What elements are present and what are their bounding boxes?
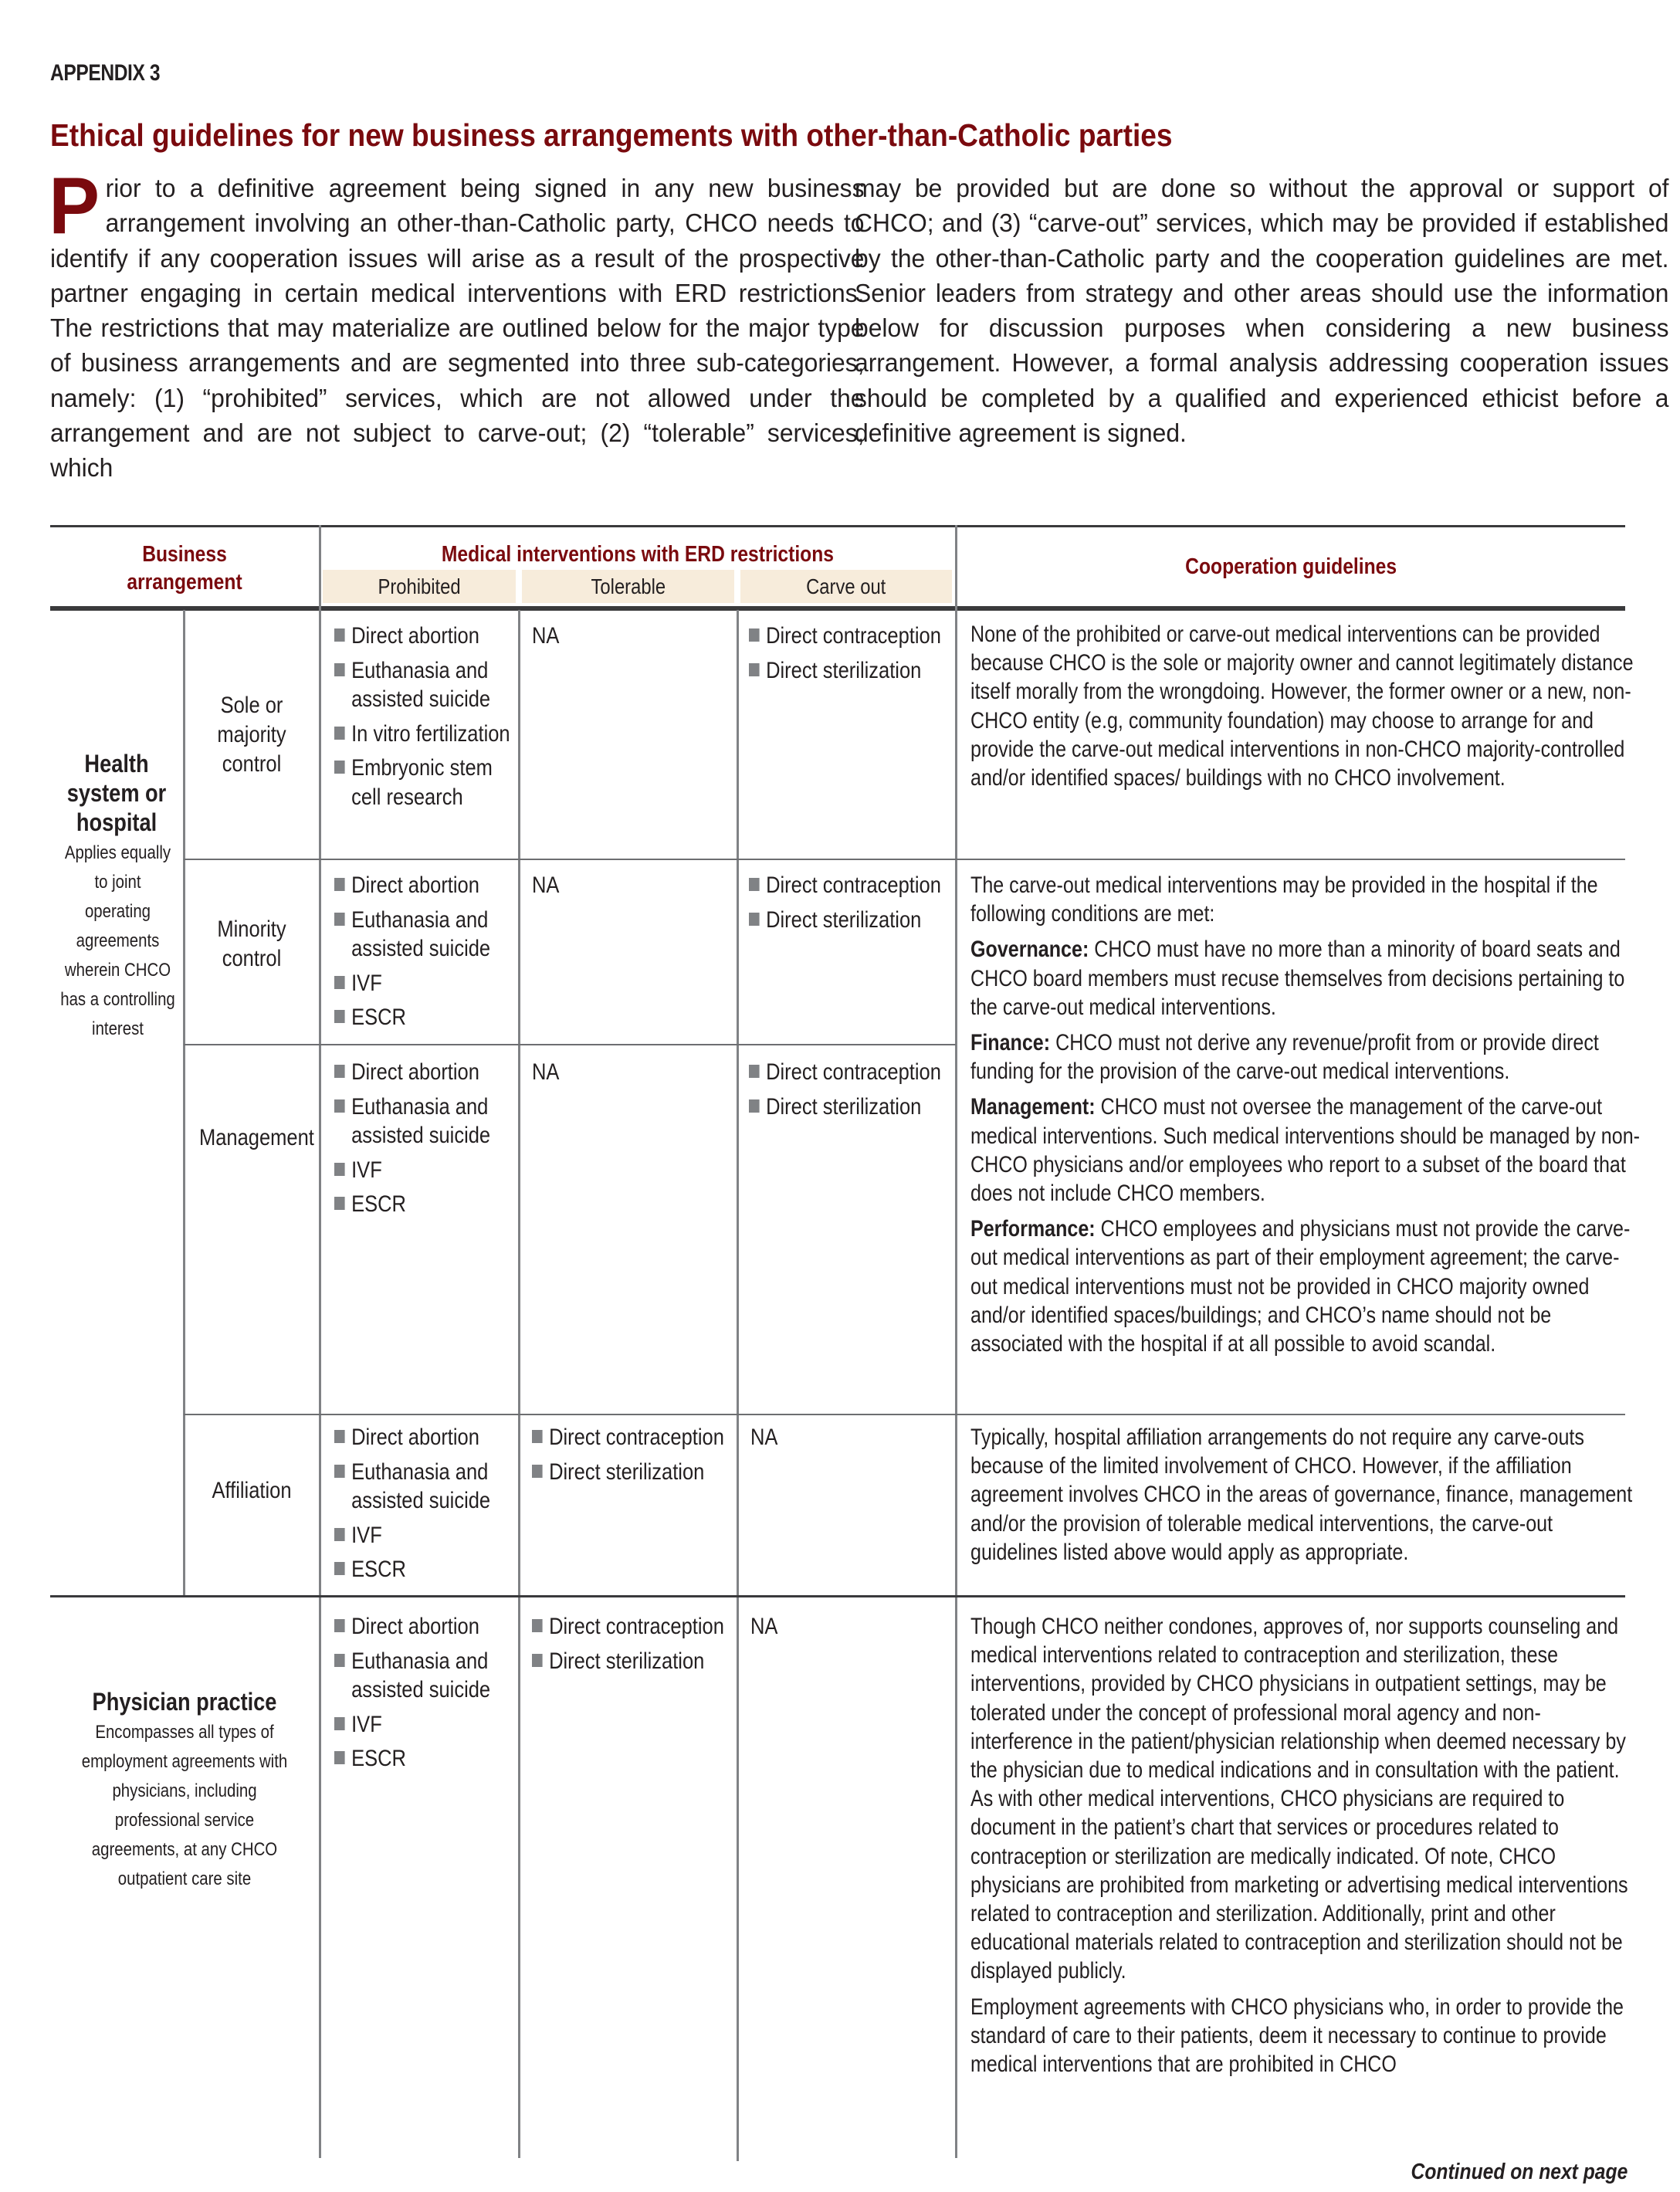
bullet-item: Direct contraception (749, 1058, 946, 1087)
carveout-cell-sole (749, 622, 953, 690)
condition-finance: Finance: CHCO must not derive any revenue/profit from or provide direct funding for the provision of the carve-out medical interventions. (970, 1030, 1599, 1085)
square-bullet-icon (532, 1465, 543, 1478)
square-bullet-icon (334, 913, 345, 926)
square-bullet-icon (334, 1163, 345, 1176)
bullet-item: In vitro fertilization (334, 720, 512, 749)
square-bullet-icon (334, 976, 345, 989)
square-bullet-icon (334, 1065, 345, 1078)
square-bullet-icon (334, 1619, 345, 1632)
tolerable-cell-minority: NA (532, 872, 560, 898)
prohibited-cell-physician (334, 1612, 516, 1779)
carveout-cell-physician: NA (750, 1614, 778, 1639)
header-carve-out: Carve out (740, 570, 952, 603)
square-bullet-icon (334, 1010, 345, 1023)
intro-left-column (49, 161, 865, 486)
arrangement-sole-majority: Sole or majority control (217, 693, 286, 777)
bullet-item: Embryonic stem cell research (334, 754, 512, 811)
square-bullet-icon (334, 878, 345, 891)
prohibited-cell-minority (334, 871, 516, 1038)
col-divider-prohibited (518, 610, 520, 2158)
bullet-item: Direct abortion (334, 1058, 512, 1087)
bullet-item: Euthanasia and assisted suicide (334, 656, 512, 714)
bullet-item: Direct abortion (334, 622, 512, 651)
tolerable-cell-sole: NA (532, 623, 560, 649)
header-medical-interventions: Medical interventions with ERD restrictions (441, 542, 835, 567)
col-divider-tolerable (737, 610, 739, 2161)
bullet-item: Direct contraception (532, 1612, 729, 1641)
bullet-item: Direct contraception (749, 871, 946, 900)
header-cooperation-guidelines: Cooperation guidelines (1185, 554, 1397, 579)
header-prohibited: Prohibited (323, 570, 516, 603)
guidelines-cell-affiliation: Typically, hospital affiliation arrangements do not require any carve-outs because of the limited involvement of CHCO. However, if the affiliation agreement involves CHCO in the areas of governance, finance, management and/or the provision of tolerable medical interventions, the carve-out guidelines listed above would apply as appropriate. (970, 1425, 1633, 1565)
condition-management: Management: CHCO must not oversee the management of the carve-out medical interventions. Such medical interventions should be managed by non-CHCO physicians and/or employees who report to a subset of the board that does not include CHCO members. (970, 1094, 1640, 1207)
square-bullet-icon (334, 1465, 345, 1478)
col-divider-arrangement (319, 525, 321, 2158)
guidelines-cell-minority-management: The carve-out medical interventions may be provided in the hospital if the following conditions are met: Governance: CHCO must have no more than a minority of board seats and CHCO board members must recuse themselves from decisions pertaining to the carve-out medical interventions. Finance: CHCO must not derive any revenue/profit from or provide direct funding for the provision of the carve-out medical interventions. Management: CHCO must not oversee the management of the carve-out medical interventions. Such medical interventions should be managed by non-CHCO physicians and/or employees who report to a subset of the board that does not include CHCO members. Performance: CHCO employees and physicians must not provide the carve-out medical interventions as part of their employment agreement; the carve-out medical interventions must not be provided in CHCO majority owned and/or identified spaces/buildings; and CHCO’s name should not be associated with the hospital if at all possible to avoid scandal. (970, 871, 1640, 1365)
square-bullet-icon (334, 1099, 345, 1113)
bullet-item: Euthanasia and assisted suicide (334, 1093, 512, 1150)
row-divider-3 (184, 1414, 1625, 1415)
group-label-health-system: Health system or hospital Applies equally to joint operating agreements wherein CHCO has a controlling interest (60, 750, 175, 1039)
bullet-item: Direct sterilization (532, 1647, 729, 1676)
square-bullet-icon (334, 1562, 345, 1575)
bullet-item: Euthanasia and assisted suicide (334, 906, 512, 964)
group-label-physician-practice: Physician practice Encompasses all types of employment agreements with physicians, including professional service agreements, at any CHCO outpatient care site (81, 1688, 288, 1889)
bullet-item: IVF (334, 1521, 512, 1550)
bullet-item: Direct sterilization (532, 1458, 729, 1487)
square-bullet-icon (334, 663, 345, 676)
tolerable-cell-affiliation (532, 1423, 734, 1492)
row-divider-2 (184, 1044, 956, 1045)
bullet-item: Direct abortion (334, 1612, 512, 1641)
bullet-item: ESCR (334, 1555, 512, 1584)
arrangement-management: Management (199, 1125, 314, 1150)
table-top-rule (50, 525, 1625, 527)
tolerable-cell-management: NA (532, 1059, 560, 1085)
condition-governance: Governance: CHCO must have no more than a minority of board seats and CHCO board members must recuse themselves from decisions pertaining to the carve-out medical interventions. (970, 937, 1625, 1020)
carveout-cell-affiliation: NA (750, 1425, 778, 1450)
bullet-item: Direct sterilization (749, 906, 946, 935)
appendix-kicker: APPENDIX 3 (50, 60, 161, 86)
bullet-item: Direct sterilization (749, 656, 946, 686)
bullet-item: ESCR (334, 1190, 512, 1219)
square-bullet-icon (532, 1430, 543, 1443)
bullet-item: Direct sterilization (749, 1093, 946, 1122)
condition-performance: Performance: CHCO employees and physicians must not provide the carve-out medical interventions as part of their employment agreement; the carve-out medical interventions must not be provided in CHCO majority owned and/or identified spaces/buildings; and CHCO’s name should not be associated with the hospital if at all possible to avoid scandal. (970, 1216, 1631, 1357)
arrangement-minority: Minority control (217, 916, 286, 971)
page-title: Ethical guidelines for new business arrangements with other-than-Catholic parties (50, 117, 1173, 153)
row-divider-1 (184, 859, 1625, 860)
square-bullet-icon (334, 1197, 345, 1210)
bullet-item: IVF (334, 969, 512, 998)
square-bullet-icon (532, 1654, 543, 1667)
square-bullet-icon (334, 1717, 345, 1730)
header-business-arrangement: Business arrangement (127, 542, 242, 595)
bullet-item: Euthanasia and assisted suicide (334, 1647, 512, 1705)
bullet-item: Direct abortion (334, 871, 512, 900)
square-bullet-icon (334, 628, 345, 642)
bullet-item: ESCR (334, 1003, 512, 1032)
bullet-item: Direct contraception (532, 1423, 729, 1452)
square-bullet-icon (334, 1654, 345, 1667)
bullet-item: Direct contraception (749, 622, 946, 651)
table-header-rule (50, 606, 1625, 611)
prohibited-cell-management (334, 1058, 516, 1225)
drop-cap: P (49, 161, 100, 251)
tolerable-cell-physician (532, 1612, 734, 1681)
square-bullet-icon (334, 1430, 345, 1443)
bullet-item: ESCR (334, 1744, 512, 1774)
square-bullet-icon (749, 913, 760, 926)
prohibited-cell-affiliation (334, 1423, 516, 1590)
square-bullet-icon (749, 1099, 760, 1113)
arrangement-affiliation: Affiliation (212, 1478, 292, 1503)
square-bullet-icon (334, 727, 345, 740)
bullet-item: IVF (334, 1710, 512, 1740)
continued-on-next-page: Continued on next page (1411, 2160, 1628, 2184)
header-tolerable: Tolerable (522, 570, 734, 603)
bullet-item: Direct abortion (334, 1423, 512, 1452)
carveout-cell-management (749, 1058, 953, 1126)
carveout-cell-minority (749, 871, 953, 940)
bullet-item: Euthanasia and assisted suicide (334, 1458, 512, 1516)
col-divider-carveout (955, 525, 957, 2158)
square-bullet-icon (749, 628, 760, 642)
square-bullet-icon (749, 1065, 760, 1078)
intro-right-column (855, 171, 1669, 451)
square-bullet-icon (749, 878, 760, 891)
square-bullet-icon (334, 761, 345, 774)
square-bullet-icon (334, 1751, 345, 1764)
bullet-item: IVF (334, 1156, 512, 1185)
intro-right-text: may be provided but are done so without the approval or support of CHCO; and (3) “carve-out” services, which may be provided if established by the other-than-Catholic party and the cooperation guidelines are met. Senior leaders from strategy and other areas should use the information below for discussion purposes when considering a new business arrangement. However, a formal analysis addressing cooperation issues should be completed by a qualified and experienced ethicist before a definitive agreement is signed. (855, 174, 1669, 449)
square-bullet-icon (334, 1528, 345, 1541)
row-divider-group (50, 1595, 1625, 1597)
square-bullet-icon (749, 663, 760, 676)
square-bullet-icon (532, 1619, 543, 1632)
guidelines-cell-physician: Though CHCO neither condones, approves of, nor supports counseling and medical interventions related to contraception and sterilization, these interventions, provided by CHCO physicians in outpatient settings, may be tolerated under the concept of professional moral agency and non-interference in the patient/physician relationship when deemed necessary by the physician due to medical indications and in consultation with the patient. As with other medical interventions, CHCO physicians are required to document in the patient’s chart that services or procedures related to contraception or sterilization are medically indicated. Of note, CHCO physicians are prohibited from marketing or advertising medical interventions related to contraception and sterilization. Additionally, print and other educational materials related to contraception and sterilization should not be displayed publicly. Employment agreements with CHCO physicians who, in order to provide the standard of care to their patients, deem it necessary to continue to provide medical interventions that are prohibited in CHCO (970, 1614, 1628, 2078)
intro-left-text: rior to a definitive agreement being signed in any new business arrangement involving an other-than-Catholic party, CHCO needs to identify if any cooperation issues will arise as a result of the prospective partner engaging in certain medical interventions with ERD restrictions. The restrictions that may materialize are outlined below for the major type of business arrangements and are segmented into three sub-categories, namely: (1) “prohibited” services, which are not allowed under the arrangement and are not subject to carve-out; (2) “tolerable” services, which (50, 174, 865, 483)
guidelines-cell-sole: None of the prohibited or carve-out medical interventions can be provided because CHCO is the sole or majority owner and cannot legitimately distance itself morally from the wrongdoing. However, the former owner or a new, non-CHCO entity (e.g, community foundation) may choose to arrange for and provide the carve-out medical interventions in non-CHCO majority-controlled and/or identified spaces/ buildings with no CHCO involvement. (970, 622, 1634, 791)
prohibited-cell-sole (334, 622, 516, 817)
